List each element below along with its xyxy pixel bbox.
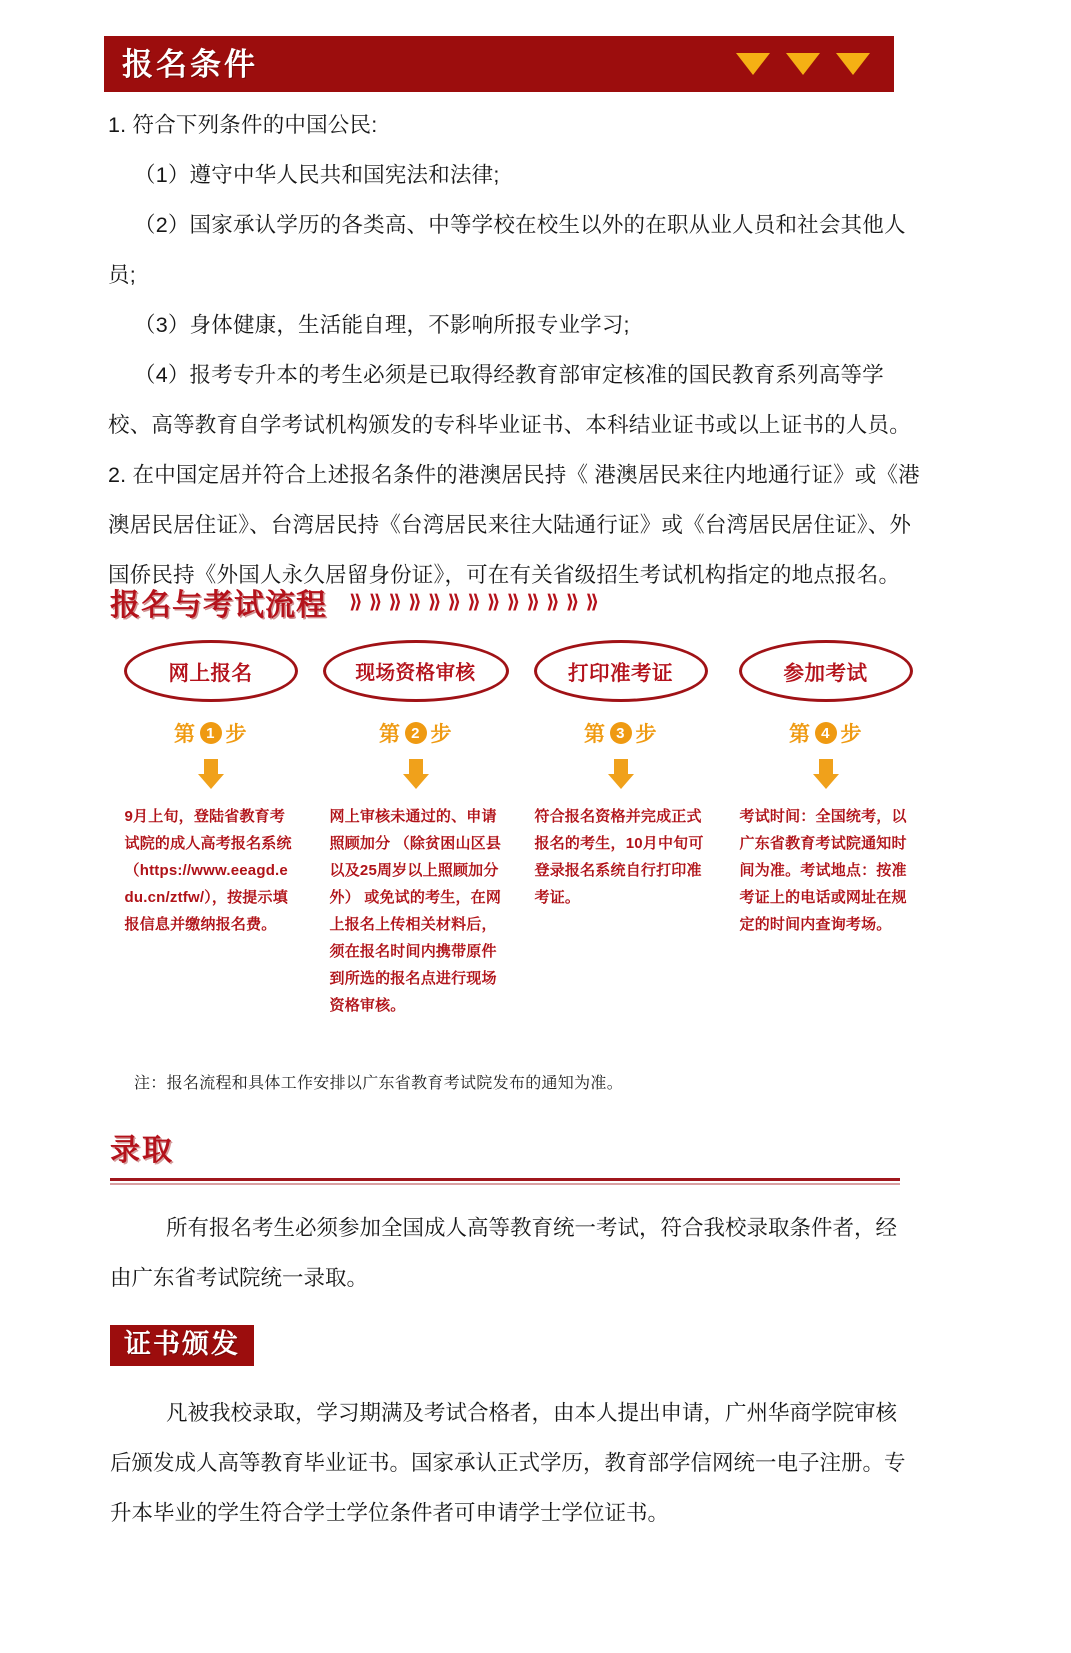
chevron-right-icon: ⟫ (526, 591, 540, 613)
arrow-head (813, 774, 839, 789)
condition-line-3: （2）国家承认学历的各类高、中等学校在校生以外的在职从业人员和社会其他人员; (108, 213, 906, 287)
arrow-head (198, 774, 224, 789)
chevron-right-icon: ⟫ (565, 591, 579, 613)
step-number-badge: 3 (610, 722, 632, 744)
step-suffix: 步 (635, 723, 657, 746)
step-suffix: 步 (840, 723, 862, 746)
chevron-right-icon: ⟫ (349, 591, 362, 613)
certificate-title-badge: 证书颁发 (110, 1325, 254, 1366)
admission-body: 所有报名考生必须参加全国成人高等教育统一考试，符合我校录取条件者，经由广东省考试院统一录取。 (110, 1215, 898, 1290)
flow-step-2-text: 网上审核未通过的、申请照顾加分 （除贫困山区县以及25周岁以上照顾加分外） 或免试的考生，在网上报名上传相关材料后，须在报名时间内携带原件到所选的报名点进行现场资格审核。 (329, 808, 502, 1014)
flow-step-3-text: 符合报名资格并完成正式报名的考生，10月中旬可登录报名系统自行打印准考证。 (534, 808, 704, 906)
flow-step-2-oval: 现场资格审核 (323, 640, 509, 702)
step-suffix: 步 (430, 723, 452, 746)
condition-line-2: （1）遵守中华人民共和国宪法和法律; (134, 163, 500, 187)
admission-section (110, 1132, 900, 1303)
banner-triangle-group (736, 53, 870, 75)
chevron-right-icon: ⟫ (368, 591, 382, 613)
chevron-right-icon: ⟫ (486, 591, 500, 613)
arrow-down-icon (405, 759, 427, 789)
certificate-section (110, 1325, 910, 1538)
step-prefix: 第 (584, 723, 606, 746)
flow-step-1-oval: 网上报名 (124, 640, 298, 702)
flow-step-3-oval: 打印准考证 (534, 640, 708, 702)
arrow-down-icon (200, 759, 222, 789)
arrow-stem (204, 759, 218, 774)
condition-line-6: 2. 在中国定居并符合上述报名条件的港澳居民持《 港澳居民来往内地通行证》或《港澳居民居住证》、台湾居民持《台湾居民来往大陆通行证》或《台湾居民居住证》、外国侨民持《外国人永久居留身份证》，可在有关省级招生考试机构指定的地点报名。 (108, 463, 920, 587)
arrow-head (403, 774, 429, 789)
chevron-right-icon: ⟫ (388, 591, 402, 613)
chevron-right-icon: ⟫ (427, 591, 441, 613)
certificate-body: 凡被我校录取，学习期满及考试合格者，由本人提出申请，广州华商学院审核后颁发成人高等教育毕业证书。国家承认正式学历，教育部学信网统一电子注册。专升本毕业的学生符合学士学位条件者可申请学士学位证书。 (110, 1401, 906, 1525)
flow-step-4-oval: 参加考试 (739, 640, 913, 702)
flow-step-3 (518, 640, 723, 1019)
banner-title: 报名条件 (122, 46, 258, 82)
chevron-right-icon: ⟫ (506, 591, 520, 613)
chevron-right-icon: ⟫ (408, 591, 421, 613)
arrow-stem (614, 759, 628, 774)
registration-conditions-text (108, 100, 920, 600)
flow-step-4-text: 考试时间：全国统考，以广东省教育考试院通知时间为准。考试地点：按准考证上的电话或网址在规定的时间内查询考场。 (739, 808, 907, 933)
triangle-down-icon (736, 53, 770, 75)
step-number-badge: 4 (815, 722, 837, 744)
triangle-down-icon (836, 53, 870, 75)
arrow-down-icon (610, 759, 632, 789)
chevron-right-icon: ⟫ (447, 591, 461, 613)
condition-line-1: 1. 符合下列条件的中国公民: (108, 113, 378, 137)
condition-line-4: （3）身体健康，生活能自理，不影响所报专业学习; (134, 313, 630, 337)
step-prefix: 第 (789, 723, 811, 746)
step-suffix: 步 (225, 723, 247, 746)
arrow-stem (819, 759, 833, 774)
flow-title: 报名与考试流程 (110, 589, 327, 622)
flow-note: 注：报名流程和具体工作安排以广东省教育考试院发布的通知为准。 (134, 1075, 624, 1092)
flow-step-1-text: 9月上旬，登陆省教育考试院的成人高考报名系统（https://www.eeagd.edu.cn/ztfw/），按提示填报信息并缴纳报名费。 (124, 808, 292, 933)
flow-step-1-label (174, 718, 247, 748)
flow-steps-container (108, 640, 928, 1019)
registration-conditions-banner (104, 36, 894, 92)
step-prefix: 第 (379, 723, 401, 746)
chevron-right-icon: ⟫ (546, 591, 559, 613)
chevron-right-icon: ⟫ (585, 591, 599, 613)
step-prefix: 第 (174, 723, 196, 746)
flow-step-3-label (584, 718, 657, 748)
chevron-right-icon: ⟫ (467, 591, 480, 613)
step-number-badge: 1 (200, 722, 222, 744)
admission-divider (110, 1178, 900, 1181)
flow-section-heading (110, 580, 598, 624)
flow-step-2 (313, 640, 518, 1019)
admission-divider-thin (110, 1183, 900, 1185)
flow-step-4 (723, 640, 928, 1019)
triangle-down-icon (786, 53, 820, 75)
condition-line-5: （4）报考专升本的考生必须是已取得经教育部审定核准的国民教育系列高等学校、高等教育自学考试机构颁发的专科毕业证书、本科结业证书或以上证书的人员。 (108, 363, 911, 437)
flow-step-1 (108, 640, 313, 1019)
flow-step-4-label (789, 718, 862, 748)
chevron-group-icon (349, 593, 598, 612)
arrow-stem (409, 759, 423, 774)
flow-step-2-label (379, 718, 452, 748)
arrow-head (608, 774, 634, 789)
step-number-badge: 2 (405, 722, 427, 744)
admission-title: 录取 (110, 1134, 174, 1167)
arrow-down-icon (815, 759, 837, 789)
